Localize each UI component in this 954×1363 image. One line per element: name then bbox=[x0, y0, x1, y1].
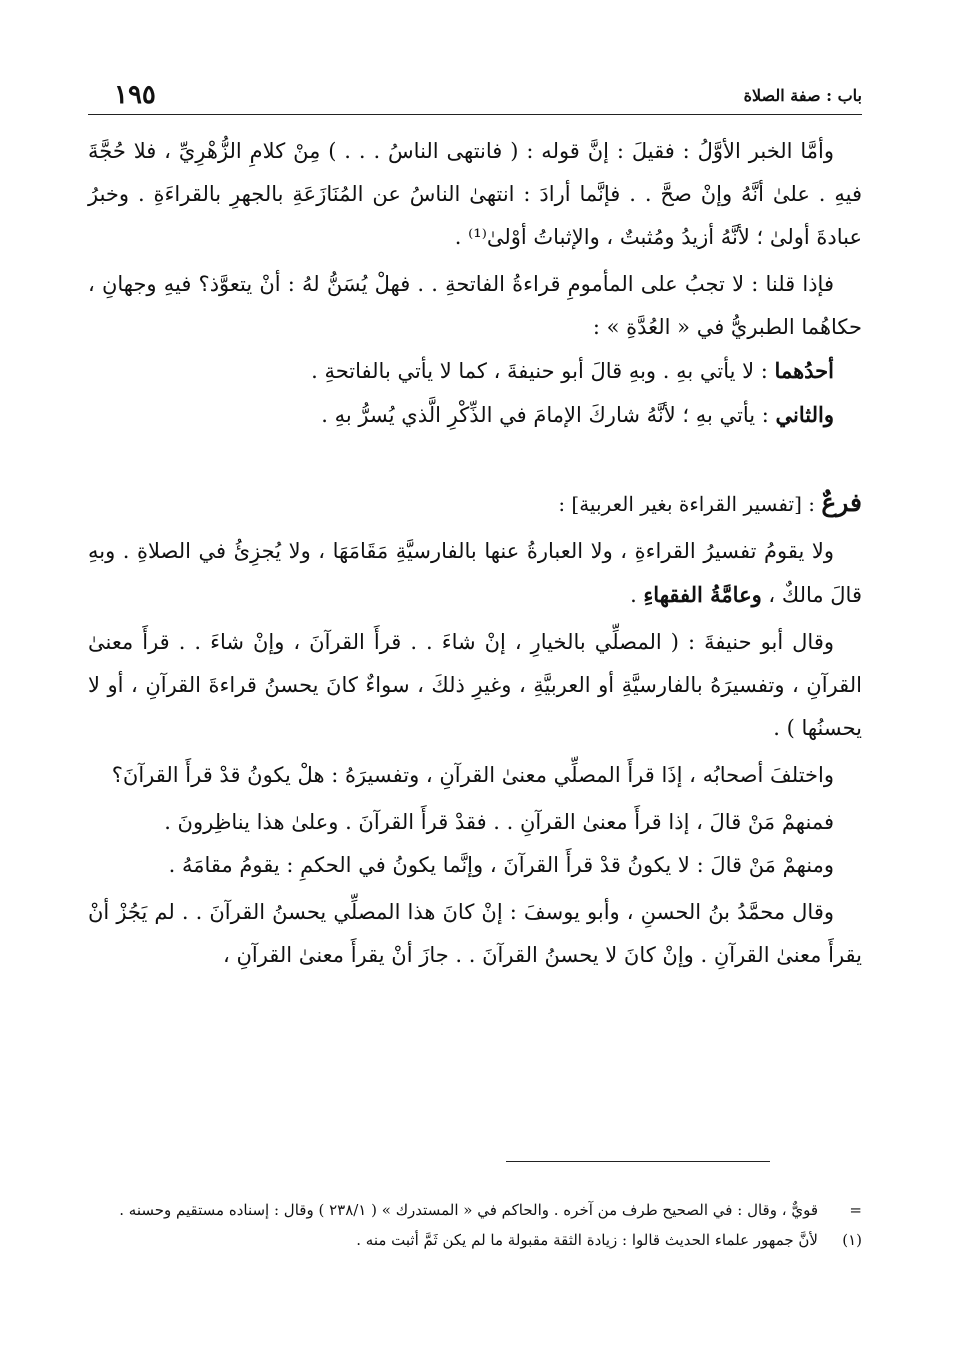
branch-title: : [تفسير القراءة بغير العربية] : bbox=[558, 492, 822, 516]
paragraph-some-said: فمنهمْ مَنْ قالَ ، إذا قرأَ معنىٰ القرآنِ . . فقدْ قرأَ القرآنَ . وعلىٰ هذا يناظِرونَ . bbox=[164, 810, 834, 834]
footnote-continuation-mark: = bbox=[849, 1201, 862, 1219]
footnote-continuation-text: قويٌّ ، وقال : في الصحيح طرف من آخره . والحاكم في « المستدرك » ( ٢٣٨/١ ) وقال : إسناده مستقيم وحسنه . bbox=[119, 1201, 818, 1219]
first-opinion bbox=[88, 349, 862, 393]
paragraph-ta-awwudh: فإذا قلنا : لا تجبُ على المأمومِ قراءةُ الفاتحةِ . . فهلْ يُسَنُّ لهُ : أنْ يتعوَّذ؟ فيهِ وجهانِ ، حكاهُما الطبريُّ في « العُدَّةِ » : bbox=[88, 272, 862, 339]
paragraph-abu-hanifa: وقال أبو حنيفةَ : ( المصلِّي بالخيارِ ، إنْ شاءَ . . قرأَ القرآنَ ، وإنْ شاءَ . . قرأَ معنىٰ القرآنِ ، وتفسيرَهُ بالفارسيَّةِ أو العربيَّةِ ، وغيرِ ذلكَ ، سواءٌ كانَ يحسنُ قراءةَ القرآنِ ، أو لا يحسنُها ) . bbox=[88, 630, 862, 740]
second-opinion-label: والثاني bbox=[775, 402, 834, 427]
footnote-1 bbox=[88, 1225, 862, 1255]
second-opinion bbox=[88, 393, 862, 437]
second-opinion-text: : يأتي بهِ ؛ لأنَّهُ شاركَ الإمامَ في الذِّكْرِ الَّذي يُسرُّ بهِ . bbox=[321, 403, 776, 427]
branch-heading bbox=[88, 481, 862, 526]
paragraph-first-report: وأمَّا الخبر الأوَّلُ : فقيلَ : إنَّ قوله : ( فانتهى الناسُ . . . ) مِنْ كلامِ الزُّهْرِيِّ ، فلا حُجَّةَ فيهِ . علىٰ أنَّهُ وإنْ صحَّ . . فإنَّما أرادَ : انتهىٰ الناسُ عن المُنَازَعَةِ بالجهرِ بالقراءَةِ . وخبرُ عبادةَ أولىٰ ؛ لأنَّهُ أزيدُ ومُثبتٌ ، والإثباتُ أوْلىٰ⁽¹⁾ . bbox=[88, 139, 862, 249]
footnotes bbox=[88, 1195, 862, 1255]
running-head: باب : صفة الصلاة bbox=[743, 86, 862, 105]
first-opinion-label: أحدُهما bbox=[774, 358, 834, 383]
paragraph-muhammad-abu-yusuf: وقال محمَّدُ بنُ الحسنِ ، وأبو يوسفَ : إنْ كانَ هذا المصلِّي يحسنُ القرآنَ . . لم يَجُزْ أنْ يقرأَ معنىٰ القرآنِ . وإنْ كانَ لا يحسنُ القرآنَ . . جازَ أنْ يقرأَ معنىٰ القرآنِ ، bbox=[88, 900, 862, 967]
main-text bbox=[88, 130, 862, 977]
page-header bbox=[88, 80, 862, 115]
first-opinion-text: : لا يأتي بهِ . وبهِ قالَ أبو حنيفةَ ، كما لا يأتي بالفاتحةِ . bbox=[311, 359, 775, 383]
paragraph-translation-bold: وعامَّةُ الفقهاءِ bbox=[643, 582, 762, 607]
footnote-divider bbox=[506, 1161, 770, 1162]
paragraph-translation bbox=[88, 530, 862, 617]
paragraph-companions-differ: واختلفَ أصحابُه ، إذَا قرأَ المصلِّي معنىٰ القرآنِ ، وتفسيرَهُ : هلْ يكونُ قدْ قرأَ القرآنَ؟ bbox=[111, 763, 834, 787]
paragraph-translation-a: ولا يقومُ تفسيرُ القراءةِ ، ولا العبارةُ عنها بالفارسيَّةِ مَقَامَهَا ، ولا يُجزِئُ في الصلاةِ . وبهِ قالَ مالكٌ ، bbox=[88, 539, 862, 607]
footnote-1-text: لأنَّ جمهور علماء الحديث قالوا : زيادة الثقة مقبولة ما لم يكن ثَمَّ أثبت منه . bbox=[356, 1231, 818, 1249]
footnote-1-mark: (١) bbox=[842, 1231, 862, 1249]
footnote-continuation bbox=[88, 1195, 862, 1225]
paragraph-others-said: ومنهمْ مَنْ قالَ : لا يكونُ قدْ قرأَ القرآنَ ، وإنَّما يكونُ في الحكمِ : يقومُ مقامَهُ . bbox=[168, 853, 834, 877]
branch-word: فرعٌ bbox=[821, 488, 862, 517]
page-number: ١٩٥ bbox=[114, 80, 156, 110]
paragraph-translation-end: . bbox=[630, 583, 644, 607]
